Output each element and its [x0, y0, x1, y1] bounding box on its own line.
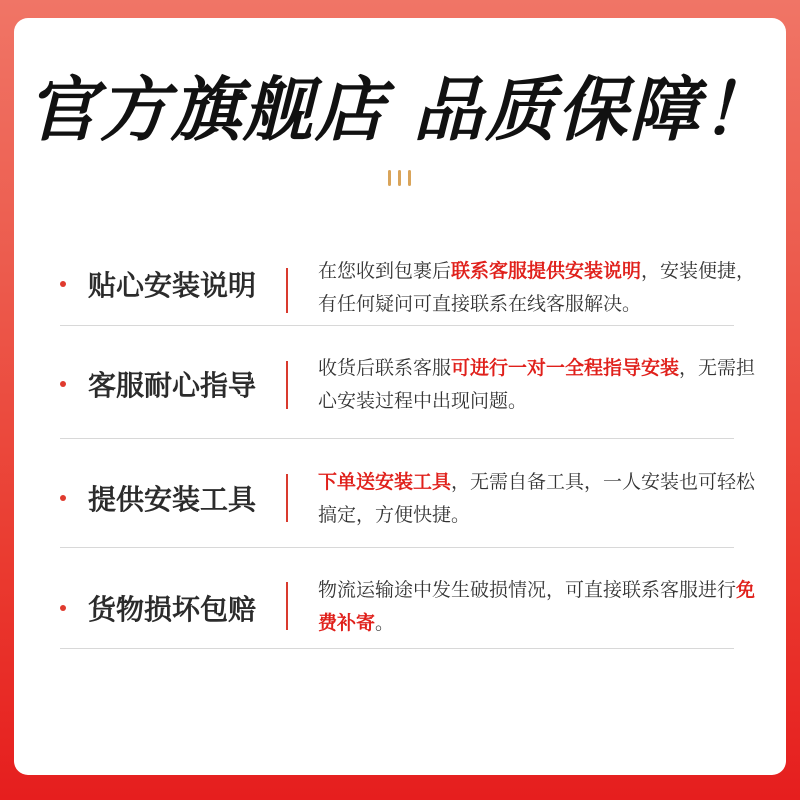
feature-description: 在您收到包裹后联系客服提供安装说明，安装便捷，有任何疑问可直接联系在线客服解决。	[318, 260, 756, 315]
feature-item	[60, 458, 756, 538]
headline: 官方旗舰店 品质保障！	[26, 69, 774, 151]
feature-item	[60, 244, 756, 324]
separator-bar	[286, 361, 288, 409]
divider	[60, 438, 734, 439]
divider	[60, 547, 734, 548]
separator-bar	[286, 582, 288, 630]
feature-title: 贴心安装说明	[88, 269, 257, 302]
feature-title: 提供安装工具	[88, 483, 257, 516]
feature-description: 收货后联系客服可进行一对一全程指导安装，无需担心安装过程中出现问题。	[318, 357, 756, 412]
feature-description: 下单送安装工具，无需自备工具，一人安装也可轻松搞定，方便快捷。	[318, 471, 756, 526]
feature-item	[60, 344, 756, 424]
content-card	[14, 18, 786, 775]
bullet-icon	[60, 605, 66, 611]
bullet-icon	[60, 281, 66, 287]
bullet-icon	[60, 495, 66, 501]
decorative-accent-icon	[386, 170, 416, 188]
divider	[60, 648, 734, 649]
separator-bar	[286, 268, 288, 313]
feature-item	[60, 568, 756, 648]
divider	[60, 325, 734, 326]
separator-bar	[286, 474, 288, 522]
feature-title: 货物损坏包赔	[88, 593, 257, 626]
bullet-icon	[60, 381, 66, 387]
feature-title: 客服耐心指导	[88, 369, 257, 402]
feature-description: 物流运输途中发生破损情况，可直接联系客服进行免费补寄。	[318, 579, 756, 634]
